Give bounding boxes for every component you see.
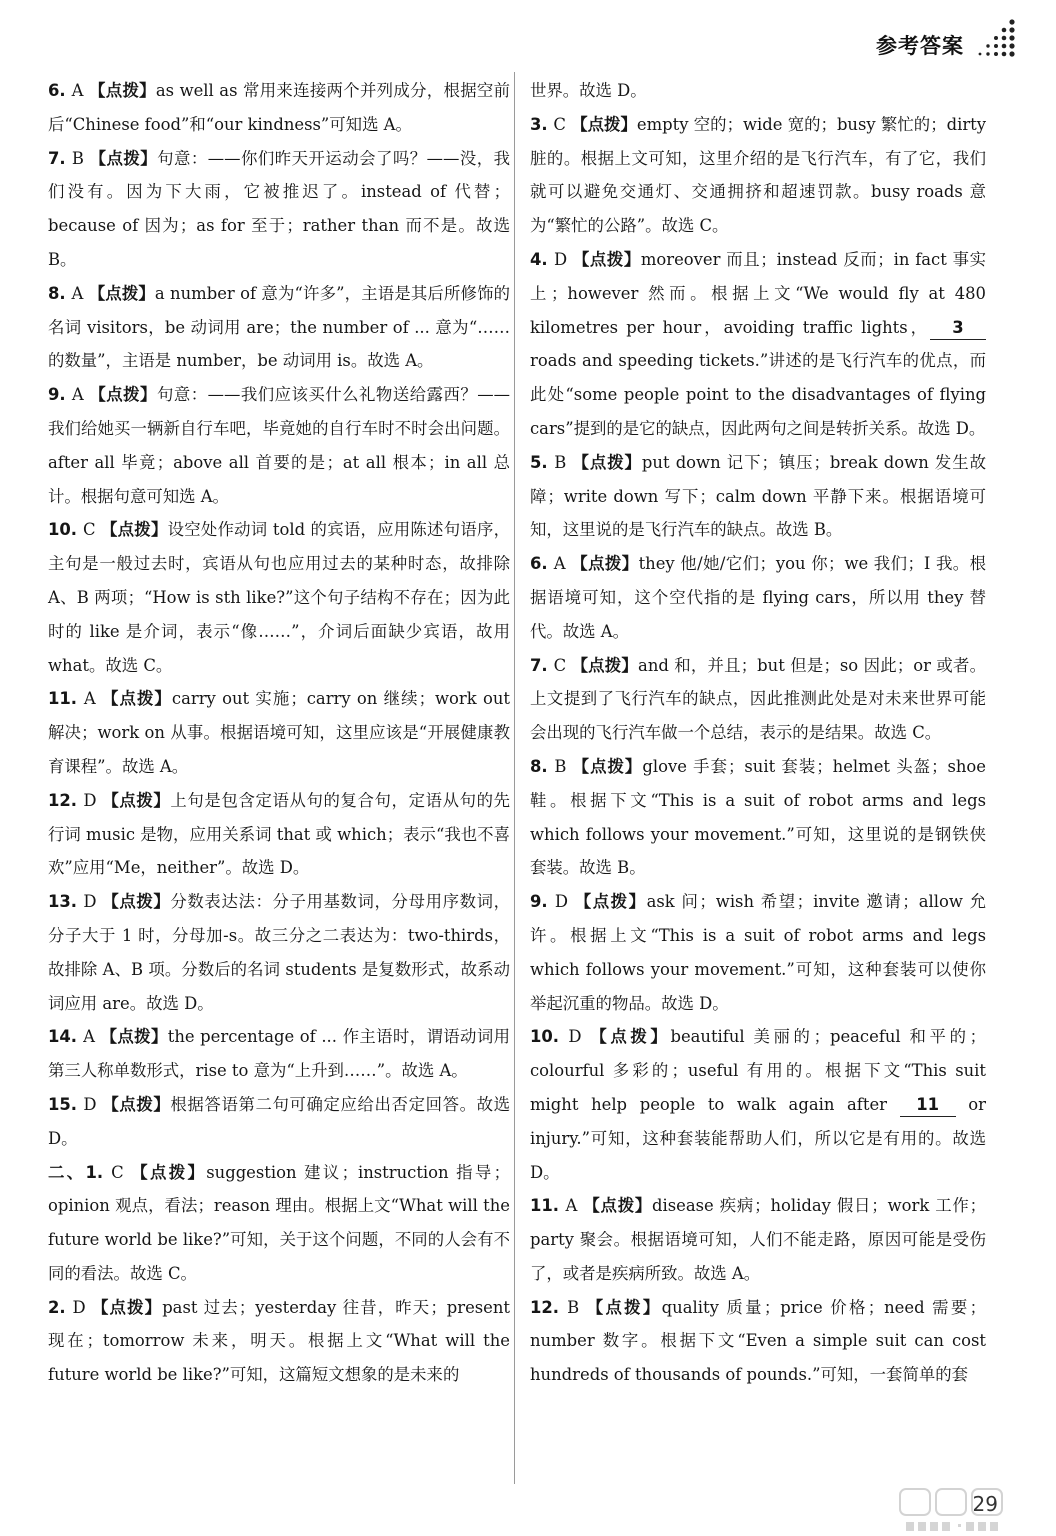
item-number: 10. [48, 520, 83, 540]
item-text: 上句是包含定语从句的复合句，定语从句的先行词 music 是物，应用关系词 that 或 which；表示“我也不喜欢”应用“Me，neither”。故选 D。 [48, 790, 511, 878]
left-item [48, 142, 510, 277]
item-number: 2. [48, 1297, 73, 1317]
left-item [48, 1088, 510, 1156]
item-text-continued: or injury.”可知，这种套装能帮助人们，所以它是有用的。故选 D。 [530, 1094, 986, 1182]
left-item [48, 513, 510, 682]
item-text: and 和，并且；but 但是；so 因此；or 或者。上文提到了飞行汽车的缺点，因此推测此处是对未来世界可能会出现的飞行汽车做一个总结，表示的是结果。故选 C。 [530, 655, 986, 743]
item-text: 根据答语第二句可确定应给出否定回答。故选 D。 [48, 1094, 511, 1148]
item-answer: D [72, 1297, 93, 1317]
item-text: 句意：——你们昨天开运动会了吗？——没，我们没有。因为下大雨，它被推迟了。instead of 代替；because of 因为；as for 至于；rather than 而不是。故选 B。 [48, 148, 510, 269]
right-item [530, 1020, 986, 1189]
item-answer: D [568, 1027, 591, 1047]
item-text: carry out 实施；carry on 继续；work out 解决；work on 从事。根据语境可知，这里应该是“开展健康教育课程”。故选 A。 [48, 689, 510, 776]
item-text: empty 空的；wide 宽的；busy 繁忙的；dirty 脏的。根据上文可知，这里介绍的是飞行汽车，有了它，我们就可以避免交通灯、交通拥挤和超速罚款。busy roads 意为“繁忙的公路”。故选 C。 [530, 114, 987, 236]
left-item [48, 378, 510, 513]
right-item [530, 649, 986, 750]
item-number: 6. [530, 554, 554, 574]
left-item [48, 784, 510, 885]
item-tag: 【点拨】 [571, 655, 639, 675]
right-item [530, 1189, 986, 1290]
page-number: 29 [972, 1492, 998, 1516]
item-number: 二、1. [48, 1162, 112, 1182]
left-item [48, 277, 510, 378]
item-text: disease 疾病；holiday 假日；work 工作；party 聚会。根据语境可知，人们不能走路，原因可能是受伤了，或者是疾病所致。故选 A。 [530, 1196, 986, 1283]
item-text: beautiful 美丽的；peaceful 和平的；colourful 多彩的；useful 有用的。根据下文“This suit might help people to walk again after [530, 1027, 986, 1114]
item-number: 11. [530, 1196, 566, 1216]
left-item [48, 682, 510, 783]
item-number: 11. [48, 689, 84, 709]
item-blank: 3 [930, 317, 986, 340]
item-answer: B [71, 148, 90, 168]
item-tag: 【点拨】 [89, 385, 157, 405]
item-answer: A [83, 1027, 101, 1047]
item-text: moreover 而且；instead 反而；in fact 事实上；however 然而。根据上文“We would fly at 480 kilometres per hour，avoiding traffic lights， [530, 249, 986, 337]
item-answer: B [554, 452, 573, 472]
column-divider [514, 72, 515, 1484]
item-answer: D [553, 249, 573, 269]
item-answer: D [554, 892, 575, 912]
right-item [530, 446, 986, 547]
item-number: 13. [48, 892, 84, 912]
item-answer: A [71, 81, 90, 100]
item-answer: D [83, 790, 103, 810]
item-number: 9. [530, 892, 555, 912]
right-item [530, 1291, 986, 1392]
item-tag: 【点拨】 [131, 1162, 207, 1182]
left-item [48, 74, 510, 142]
item-tag: 【点拨】 [586, 1297, 662, 1317]
item-tag: 【点拨】 [574, 892, 647, 912]
item-answer: D [83, 1094, 103, 1114]
item-tag: 【点拨】 [102, 1094, 171, 1114]
item-tag: 【点拨】 [89, 81, 156, 100]
item-blank: 11 [900, 1094, 956, 1117]
right-column [530, 74, 986, 1392]
item-text: the percentage of ... 作主语时，谓语动词用第三人称单数形式，rise to 意为“上升到……”。故选 A。 [48, 1027, 511, 1081]
item-number: 12. [48, 790, 84, 810]
item-answer: A [565, 1196, 584, 1216]
item-answer: C [553, 655, 572, 675]
left-item [48, 1020, 510, 1088]
item-tag: 【点拨】 [572, 756, 643, 776]
item-text: 世界。故选 D。 [530, 81, 647, 100]
right-item [530, 74, 986, 108]
item-text: 分数表达法：分子用基数词，分母用序数词，分子大于 1 时，分母加-s。故三分之二表达为：two-thirds，故排除 A、B 项。分数后的名词 students 是复数形式，故系动词应用 are。故选 D。 [48, 892, 511, 1013]
right-item [530, 750, 986, 885]
item-tag: 【点拨】 [571, 114, 637, 134]
item-tag: 【点拨】 [101, 689, 172, 709]
item-text: past 过去；yesterday 往昔，昨天；present 现在；tomorrow 未来，明天。根据上文“What will the future world be like?”可知，这篇短文想象的是未来的 [48, 1297, 511, 1385]
page-header [0, 0, 1056, 70]
item-tag: 【点拨】 [572, 249, 641, 269]
item-text: put down 记下；镇压；break down 发生故障；write down 写下；calm down 平静下来。根据语境可知，这里说的是飞行汽车的缺点。故选 B。 [530, 452, 986, 540]
item-tag: 【点拨】 [100, 1027, 168, 1047]
left-column [48, 74, 510, 1392]
right-item [530, 885, 986, 1020]
item-text: glove 手套；suit 套装；helmet 头盔；shoe 鞋。根据下文“This is a suit of robot arms and legs which follows your movement.”可知，这里说的是钢铁侠套装。故选 B。 [530, 756, 986, 878]
left-item [48, 885, 510, 1020]
left-item [48, 1291, 510, 1392]
item-tag: 【点拨】 [89, 148, 158, 168]
item-answer: C [111, 1162, 132, 1182]
item-text: suggestion 建议；instruction 指导；opinion 观点，看法；reason 理由。根据上文“What will the future world be like?”可知，关于这个问题，不同的人会有不同的看法。故选 C。 [48, 1162, 511, 1283]
item-text: a number of 意为“许多”，主语是其后所修饰的名词 visitors，be 动词用 are；the number of ... 意为“……的数量”，主语是 number，be 动词用 is。故选 A。 [48, 283, 511, 371]
item-answer: D [83, 892, 103, 912]
item-tag: 【点拨】 [583, 1196, 653, 1216]
item-number: 14. [48, 1027, 84, 1047]
item-number: 7. [48, 148, 72, 168]
item-text-continued: roads and speeding tickets.”讲述的是飞行汽车的优点，而此处“some people point to the disadvantages of flying cars”提到的是它的缺点，因此两句之间是转折关系。故选 D。 [530, 351, 986, 438]
item-answer: A [71, 283, 89, 303]
right-item [530, 108, 986, 243]
item-number: 10. [530, 1027, 569, 1047]
item-tag: 【点拨】 [590, 1027, 671, 1047]
item-number: 7. [530, 655, 554, 675]
item-number: 8. [48, 283, 72, 303]
item-answer: A [553, 554, 572, 574]
item-answer: C [83, 520, 102, 540]
item-tag: 【点拨】 [102, 892, 171, 912]
item-answer: B [567, 1297, 587, 1317]
item-number: 6. [48, 81, 72, 100]
item-text: 设空处作动词 told 的宾语，应用陈述句语序，主句是一般过去时，宾语从句也应用过去的某种时态，故排除 A、B 两项；“How is sth like?”这个句子结构不存在；因为此时的 like 是介词，表示“像……”，介词后面缺少宾语，故用 what。故选 C。 [48, 520, 511, 675]
item-tag: 【点拨】 [571, 554, 639, 574]
item-number: 9. [48, 385, 72, 405]
item-text: 句意：——我们应该买什么礼物送给露西？——我们给她买一辆新自行车吧，毕竟她的自行车时不时会出问题。after all 毕竟；above all 首要的是；at all 根本；in all 总计。根据句意可知选 A。 [48, 385, 511, 506]
item-tag: 【点拨】 [101, 520, 168, 540]
item-text: as well as 常用来连接两个并列成分，根据空前后“Chinese food”和“our kindness”可知选 A。 [48, 81, 510, 134]
item-number: 3. [530, 114, 554, 134]
item-number: 12. [530, 1297, 568, 1317]
item-tag: 【点拨】 [92, 1297, 163, 1317]
left-item [48, 1156, 510, 1291]
item-answer: C [553, 114, 572, 134]
item-tag: 【点拨】 [88, 283, 155, 303]
item-answer: B [554, 756, 573, 776]
item-tag: 【点拨】 [572, 452, 642, 472]
item-answer: A [83, 689, 102, 709]
item-number: 4. [530, 249, 554, 269]
watermark-logo [896, 1486, 1046, 1534]
right-item [530, 243, 986, 446]
dot-grid-icon [972, 18, 1016, 58]
right-item [530, 547, 986, 648]
item-tag: 【点拨】 [102, 790, 171, 810]
item-answer: A [71, 385, 90, 405]
item-number: 15. [48, 1094, 84, 1114]
item-number: 8. [530, 756, 555, 776]
header-title: 参考答案 [876, 34, 964, 58]
item-text: ask 问；wish 希望；invite 邀请；allow 允许。根据上文“This is a suit of robot arms and legs which follows your movement.”可知，这种套装可以使你举起沉重的物品。故选 D。 [530, 892, 986, 1013]
item-text: they 他/她/它们；you 你；we 我们；I 我。根据语境可知，这个空代指的是 flying cars，所以用 they 替代。故选 A。 [530, 554, 987, 641]
item-text: quality 质量；price 价格；need 需要；number 数字。根据下文“Even a simple suit can cost hundreds of thousands of pounds.”可知，一套简单的套 [530, 1297, 986, 1385]
item-number: 5. [530, 452, 555, 472]
